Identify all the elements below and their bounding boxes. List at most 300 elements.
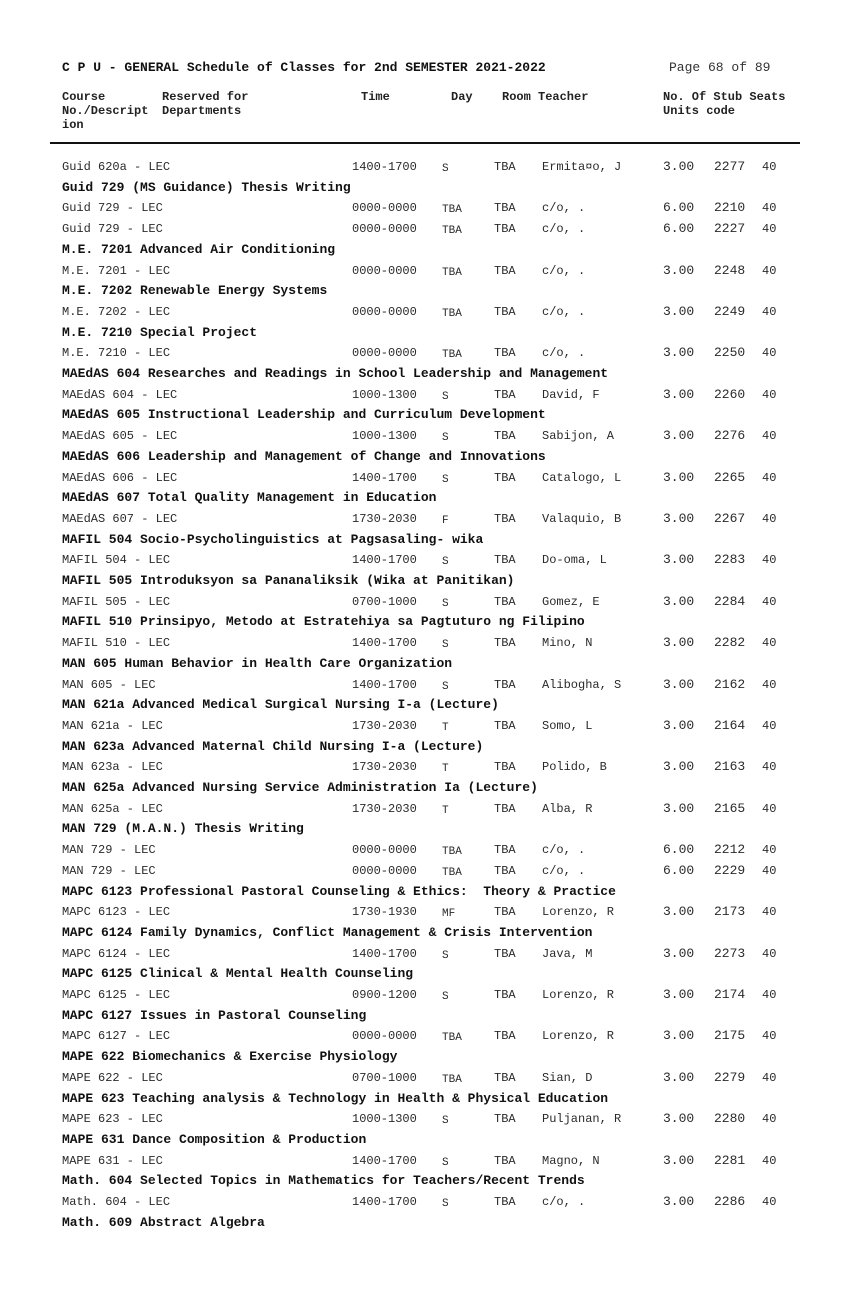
course-heading-row [0, 177, 850, 197]
section-code: Guid 620a - LEC [62, 160, 171, 174]
course-title: MAN 623a Advanced Maternal Child Nursing I-a (Lecture) [62, 738, 484, 754]
section-day: TBA [442, 349, 462, 362]
section-teacher: Lorenzo, R [542, 905, 615, 920]
section-day: TBA [442, 204, 462, 217]
section-time: 0000-0000 [352, 304, 417, 319]
section-teacher: c/o, . [542, 222, 586, 237]
section-stub-code: 2212 [714, 842, 746, 858]
section-row [0, 591, 850, 611]
section-day: TBA [442, 866, 462, 879]
section-row [0, 984, 850, 1004]
section-room: TBA [494, 718, 516, 733]
section-code: MAPE 631 - LEC [62, 1153, 163, 1168]
section-row [0, 197, 850, 217]
section-row [0, 342, 850, 362]
section-time: 1730-2030 [352, 760, 417, 775]
section-units: 3.00 [663, 1111, 695, 1127]
section-units: 3.00 [663, 987, 695, 1002]
section-room: TBA [494, 843, 516, 858]
section-seats: 40 [762, 201, 777, 216]
section-stub-code: 2250 [714, 345, 746, 361]
section-room: TBA [494, 263, 516, 278]
section-seats: 40 [762, 843, 777, 858]
section-teacher: David, F [542, 387, 600, 402]
section-time: 1400-1700 [352, 677, 417, 692]
section-stub-code: 2277 [714, 159, 746, 174]
section-day: MF [442, 908, 456, 921]
section-time: 1400-1700 [352, 946, 417, 961]
section-stub-code: 2229 [714, 862, 746, 878]
section-units: 3.00 [663, 717, 695, 733]
section-room: TBA [494, 553, 516, 568]
section-stub-code: 2273 [714, 945, 746, 961]
course-title: MAPC 6125 Clinical & Mental Health Counseling [62, 966, 414, 982]
course-heading-row [0, 280, 850, 300]
section-row [0, 1025, 850, 1045]
course-heading-row [0, 653, 850, 673]
section-day: S [442, 991, 449, 1003]
section-units: 6.00 [663, 221, 695, 237]
section-seats: 40 [762, 905, 777, 920]
section-time: 1400-1700 [352, 1153, 417, 1168]
section-code: MAFIL 504 - LEC [62, 553, 171, 568]
section-seats: 40 [762, 387, 777, 402]
course-heading-row [0, 818, 850, 838]
course-heading-row [0, 529, 850, 549]
section-code: MAN 621a - LEC [62, 718, 163, 733]
section-room: TBA [494, 636, 516, 651]
section-code: MAN 605 - LEC [62, 677, 156, 692]
course-title: MAPE 631 Dance Composition & Production [62, 1131, 367, 1147]
course-title: MAEdAS 606 Leadership and Management of Change and Innovations [62, 448, 546, 464]
section-seats: 40 [762, 988, 777, 1002]
section-room: TBA [494, 1112, 516, 1127]
section-stub-code: 2281 [714, 1152, 746, 1168]
section-seats: 40 [762, 470, 777, 485]
section-room: TBA [494, 387, 516, 402]
section-teacher: Magno, N [542, 1153, 600, 1168]
section-time: 1730-1930 [352, 905, 417, 920]
section-time: 1730-2030 [352, 801, 417, 816]
section-room: TBA [494, 988, 516, 1002]
section-day: T [442, 804, 449, 817]
section-code: MAFIL 505 - LEC [62, 594, 171, 609]
section-code: MAEdAS 605 - LEC [62, 429, 178, 444]
section-seats: 40 [762, 1112, 777, 1127]
section-units: 3.00 [663, 676, 695, 692]
column-header-units-stub-seats: No. Of Stub Seats Units code [663, 90, 786, 118]
section-teacher: Lorenzo, R [542, 1029, 615, 1044]
section-units: 3.00 [663, 303, 695, 319]
section-time: 1730-2030 [352, 511, 417, 526]
section-seats: 40 [762, 594, 777, 609]
section-stub-code: 2280 [714, 1111, 746, 1127]
section-code: M.E. 7201 - LEC [62, 263, 171, 278]
section-teacher: c/o, . [542, 263, 586, 278]
section-teacher: Ermita¤o, J [542, 160, 622, 174]
header-divider [50, 142, 800, 144]
course-title: MAPC 6123 Professional Pastoral Counseling & Ethics: Theory & Practice [62, 883, 616, 899]
section-code: M.E. 7202 - LEC [62, 304, 171, 319]
course-title: MAFIL 505 Introduksyon sa Pananaliksik (Wika at Panitikan) [62, 573, 515, 588]
section-time: 0900-1200 [352, 988, 417, 1002]
section-code: MAN 729 - LEC [62, 863, 156, 878]
course-title: MAPC 6127 Issues in Pastoral Counseling [62, 1007, 367, 1023]
section-day: TBA [442, 307, 462, 320]
section-teacher: Mino, N [542, 636, 593, 651]
course-title: M.E. 7201 Advanced Air Conditioning [62, 241, 336, 257]
section-stub-code: 2164 [714, 717, 746, 733]
section-room: TBA [494, 905, 516, 920]
section-room: TBA [494, 677, 516, 692]
column-header-room-teacher: Room Teacher [502, 90, 589, 104]
section-units: 3.00 [663, 945, 695, 961]
section-code: MAPC 6125 - LEC [62, 988, 171, 1002]
section-row [0, 549, 850, 569]
course-heading-row [0, 963, 850, 983]
section-units: 3.00 [663, 904, 695, 920]
section-day: S [442, 473, 449, 486]
section-stub-code: 2175 [714, 1028, 746, 1044]
section-stub-code: 2249 [714, 303, 746, 319]
section-day: TBA [442, 1073, 462, 1086]
section-room: TBA [494, 160, 516, 174]
section-room: TBA [494, 863, 516, 878]
section-code: MAPC 6123 - LEC [62, 905, 171, 920]
section-code: MAPE 622 - LEC [62, 1070, 163, 1085]
section-teacher: c/o, . [542, 304, 586, 319]
section-seats: 40 [762, 1029, 777, 1044]
section-time: 0000-0000 [352, 843, 417, 858]
section-row [0, 798, 850, 818]
section-seats: 40 [762, 160, 777, 174]
section-row [0, 632, 850, 652]
section-code: MAN 729 - LEC [62, 843, 156, 858]
section-stub-code: 2165 [714, 800, 746, 816]
section-units: 3.00 [663, 1028, 695, 1044]
section-time: 1730-2030 [352, 718, 417, 733]
course-heading-row [0, 404, 850, 424]
section-day: T [442, 721, 449, 734]
course-heading-row [0, 881, 850, 901]
section-units: 3.00 [663, 469, 695, 485]
section-code: Guid 729 - LEC [62, 201, 163, 216]
section-teacher: Sabijon, A [542, 429, 615, 444]
course-title: MAEdAS 607 Total Quality Management in Education [62, 490, 437, 506]
course-title: MAEdAS 605 Instructional Leadership and Curriculum Development [62, 407, 546, 423]
section-seats: 40 [762, 801, 777, 816]
section-room: TBA [494, 594, 516, 609]
section-units: 6.00 [663, 200, 695, 216]
course-heading-row [0, 1046, 850, 1066]
section-day: S [442, 949, 449, 962]
section-day: F [442, 514, 449, 527]
section-teacher: c/o, . [542, 346, 586, 361]
course-heading-row [0, 446, 850, 466]
course-title: MAN 621a Advanced Medical Surgical Nursing I-a (Lecture) [62, 697, 499, 713]
section-seats: 40 [762, 263, 777, 278]
column-header-time: Time [361, 90, 390, 104]
section-units: 3.00 [663, 1194, 695, 1209]
section-seats: 40 [762, 553, 777, 568]
section-seats: 40 [762, 1153, 777, 1168]
section-teacher: Do-oma, L [542, 553, 607, 568]
section-day: S [442, 390, 449, 403]
section-stub-code: 2267 [714, 510, 746, 526]
section-seats: 40 [762, 304, 777, 319]
course-heading-row [0, 1088, 850, 1108]
course-heading-row [0, 694, 850, 714]
section-time: 0700-1000 [352, 594, 417, 609]
section-units: 3.00 [663, 159, 695, 174]
section-code: MAPC 6124 - LEC [62, 946, 171, 961]
section-time: 0000-0000 [352, 346, 417, 361]
section-row [0, 301, 850, 321]
section-time: 1400-1700 [352, 553, 417, 568]
section-day: T [442, 763, 449, 776]
section-room: TBA [494, 201, 516, 216]
section-stub-code: 2162 [714, 676, 746, 692]
section-stub-code: 2279 [714, 1069, 746, 1085]
section-day: S [442, 1198, 449, 1210]
section-day: S [442, 639, 449, 652]
course-title: MAEdAS 604 Researches and Readings in School Leadership and Management [62, 366, 609, 381]
section-seats: 40 [762, 511, 777, 526]
section-time: 1400-1700 [352, 470, 417, 485]
course-heading-row [0, 611, 850, 631]
section-day: S [442, 163, 449, 175]
section-teacher: Lorenzo, R [542, 988, 615, 1002]
section-row [0, 384, 850, 404]
section-code: MAPC 6127 - LEC [62, 1029, 171, 1044]
section-seats: 40 [762, 222, 777, 237]
section-room: TBA [494, 222, 516, 237]
course-title: Math. 604 Selected Topics in Mathematics for Teachers/Recent Trends [62, 1173, 585, 1189]
section-teacher: Sian, D [542, 1070, 593, 1085]
section-room: TBA [494, 1029, 516, 1044]
section-room: TBA [494, 1195, 516, 1209]
section-stub-code: 2210 [714, 200, 746, 216]
course-title: M.E. 7202 Renewable Energy Systems [62, 283, 328, 299]
course-heading-row [0, 1212, 850, 1232]
section-row [0, 1191, 850, 1211]
section-day: S [442, 597, 449, 610]
section-stub-code: 2227 [714, 221, 746, 237]
section-time: 0000-0000 [352, 863, 417, 878]
section-day: S [442, 556, 449, 569]
section-time: 1400-1700 [352, 636, 417, 651]
section-row [0, 839, 850, 859]
section-row [0, 1108, 850, 1128]
section-day: S [442, 1156, 449, 1169]
section-row [0, 1067, 850, 1087]
course-heading-row [0, 1005, 850, 1025]
section-seats: 40 [762, 677, 777, 692]
course-title: MAN 729 (M.A.N.) Thesis Writing [62, 821, 304, 837]
section-seats: 40 [762, 1070, 777, 1085]
section-units: 3.00 [663, 262, 695, 278]
section-row [0, 756, 850, 776]
section-units: 3.00 [663, 428, 695, 444]
section-stub-code: 2163 [714, 759, 746, 775]
section-room: TBA [494, 470, 516, 485]
section-code: MAFIL 510 - LEC [62, 636, 171, 651]
section-time: 1000-1300 [352, 1112, 417, 1127]
course-heading-row [0, 1170, 850, 1190]
section-units: 6.00 [663, 862, 695, 878]
section-room: TBA [494, 346, 516, 361]
section-units: 3.00 [663, 552, 695, 568]
section-units: 3.00 [663, 510, 695, 526]
section-stub-code: 2286 [714, 1194, 746, 1209]
section-time: 0000-0000 [352, 1029, 417, 1044]
section-code: M.E. 7210 - LEC [62, 346, 171, 361]
section-stub-code: 2174 [714, 987, 746, 1002]
section-units: 3.00 [663, 345, 695, 361]
section-teacher: Valaquio, B [542, 511, 622, 526]
section-day: S [442, 1115, 449, 1128]
section-stub-code: 2265 [714, 469, 746, 485]
course-title: M.E. 7210 Special Project [62, 324, 258, 340]
section-room: TBA [494, 304, 516, 319]
section-room: TBA [494, 760, 516, 775]
section-stub-code: 2173 [714, 904, 746, 920]
section-room: TBA [494, 946, 516, 961]
section-time: 1400-1700 [352, 160, 417, 174]
course-heading-row [0, 487, 850, 507]
section-units: 3.00 [663, 635, 695, 651]
section-code: MAEdAS 604 - LEC [62, 387, 178, 402]
course-title: MAPE 623 Teaching analysis & Technology in Health & Physical Education [62, 1090, 609, 1106]
section-day: TBA [442, 846, 462, 859]
section-teacher: Alba, R [542, 801, 593, 816]
section-day: TBA [442, 266, 462, 279]
course-title: Guid 729 (MS Guidance) Thesis Writing [62, 179, 351, 195]
section-units: 6.00 [663, 842, 695, 858]
section-code: Guid 729 - LEC [62, 222, 163, 237]
section-units: 3.00 [663, 386, 695, 402]
section-teacher: Java, M [542, 946, 593, 961]
section-time: 1400-1700 [352, 1195, 417, 1209]
section-teacher: Gomez, E [542, 594, 600, 609]
section-seats: 40 [762, 946, 777, 961]
course-heading-row [0, 322, 850, 342]
course-title: MAN 605 Human Behavior in Health Care Organization [62, 655, 453, 671]
section-day: S [442, 680, 449, 693]
section-teacher: c/o, . [542, 843, 586, 858]
section-stub-code: 2260 [714, 386, 746, 402]
section-row [0, 425, 850, 445]
section-code: MAPE 623 - LEC [62, 1112, 163, 1127]
column-header-reserved: Reserved for Departments [162, 90, 249, 118]
section-stub-code: 2282 [714, 635, 746, 651]
section-row [0, 674, 850, 694]
section-room: TBA [494, 801, 516, 816]
course-heading-row [0, 777, 850, 797]
section-teacher: Puljanan, R [542, 1112, 622, 1127]
course-title: MAFIL 504 Socio-Psycholinguistics at Pagsasaling- wika [62, 531, 484, 547]
section-stub-code: 2248 [714, 262, 746, 278]
section-code: MAEdAS 607 - LEC [62, 511, 178, 526]
section-units: 3.00 [663, 593, 695, 609]
section-seats: 40 [762, 346, 777, 361]
section-time: 1000-1300 [352, 387, 417, 402]
section-time: 0700-1000 [352, 1070, 417, 1085]
section-time: 0000-0000 [352, 263, 417, 278]
section-units: 3.00 [663, 759, 695, 775]
course-heading-row [0, 570, 850, 590]
section-teacher: Alibogha, S [542, 677, 622, 692]
section-units: 3.00 [663, 800, 695, 816]
section-day: TBA [442, 225, 462, 238]
section-teacher: c/o, . [542, 1195, 586, 1209]
column-header-course: Course No./Descript ion [62, 90, 149, 132]
section-teacher: Polido, B [542, 760, 607, 775]
section-seats: 40 [762, 429, 777, 444]
column-header-day: Day [451, 90, 473, 104]
section-code: MAN 623a - LEC [62, 760, 163, 775]
section-row [0, 943, 850, 963]
section-row [0, 467, 850, 487]
section-stub-code: 2284 [714, 593, 746, 609]
section-units: 3.00 [663, 1152, 695, 1168]
section-time: 0000-0000 [352, 201, 417, 216]
course-title: MAFIL 510 Prinsipyo, Metodo at Estratehiya sa Pagtuturo ng Filipino [62, 614, 585, 630]
section-code: Math. 604 - LEC [62, 1195, 171, 1209]
section-seats: 40 [762, 718, 777, 733]
course-heading-row [0, 922, 850, 942]
section-time: 0000-0000 [352, 222, 417, 237]
section-teacher: Catalogo, L [542, 470, 622, 485]
course-title: MAN 625a Advanced Nursing Service Administration Ia (Lecture) [62, 780, 538, 795]
section-time: 1000-1300 [352, 429, 417, 444]
section-teacher: c/o, . [542, 863, 586, 878]
section-teacher: c/o, . [542, 201, 586, 216]
section-row [0, 156, 850, 176]
page-title: C P U - GENERAL Schedule of Classes for 2nd SEMESTER 2021-2022 [62, 60, 546, 75]
course-title: MAPC 6124 Family Dynamics, Conflict Management & Crisis Intervention [62, 924, 593, 940]
section-seats: 40 [762, 1195, 777, 1209]
section-row [0, 218, 850, 238]
section-row [0, 901, 850, 921]
section-seats: 40 [762, 863, 777, 878]
section-seats: 40 [762, 760, 777, 775]
section-units: 3.00 [663, 1069, 695, 1085]
section-stub-code: 2276 [714, 428, 746, 444]
section-row [0, 860, 850, 880]
section-row [0, 715, 850, 735]
section-row [0, 260, 850, 280]
section-day: S [442, 432, 449, 445]
section-room: TBA [494, 1070, 516, 1085]
section-stub-code: 2283 [714, 552, 746, 568]
section-room: TBA [494, 511, 516, 526]
course-heading-row [0, 363, 850, 383]
section-row [0, 1150, 850, 1170]
section-teacher: Somo, L [542, 718, 593, 733]
section-room: TBA [494, 429, 516, 444]
course-title: MAPE 622 Biomechanics & Exercise Physiology [62, 1049, 398, 1065]
course-heading-row [0, 239, 850, 259]
course-heading-row [0, 736, 850, 756]
page-number: Page 68 of 89 [669, 60, 771, 75]
section-row [0, 508, 850, 528]
section-room: TBA [494, 1153, 516, 1168]
section-seats: 40 [762, 636, 777, 651]
course-heading-row [0, 1129, 850, 1149]
section-code: MAN 625a - LEC [62, 801, 163, 816]
course-title: Math. 609 Abstract Algebra [62, 1214, 265, 1230]
